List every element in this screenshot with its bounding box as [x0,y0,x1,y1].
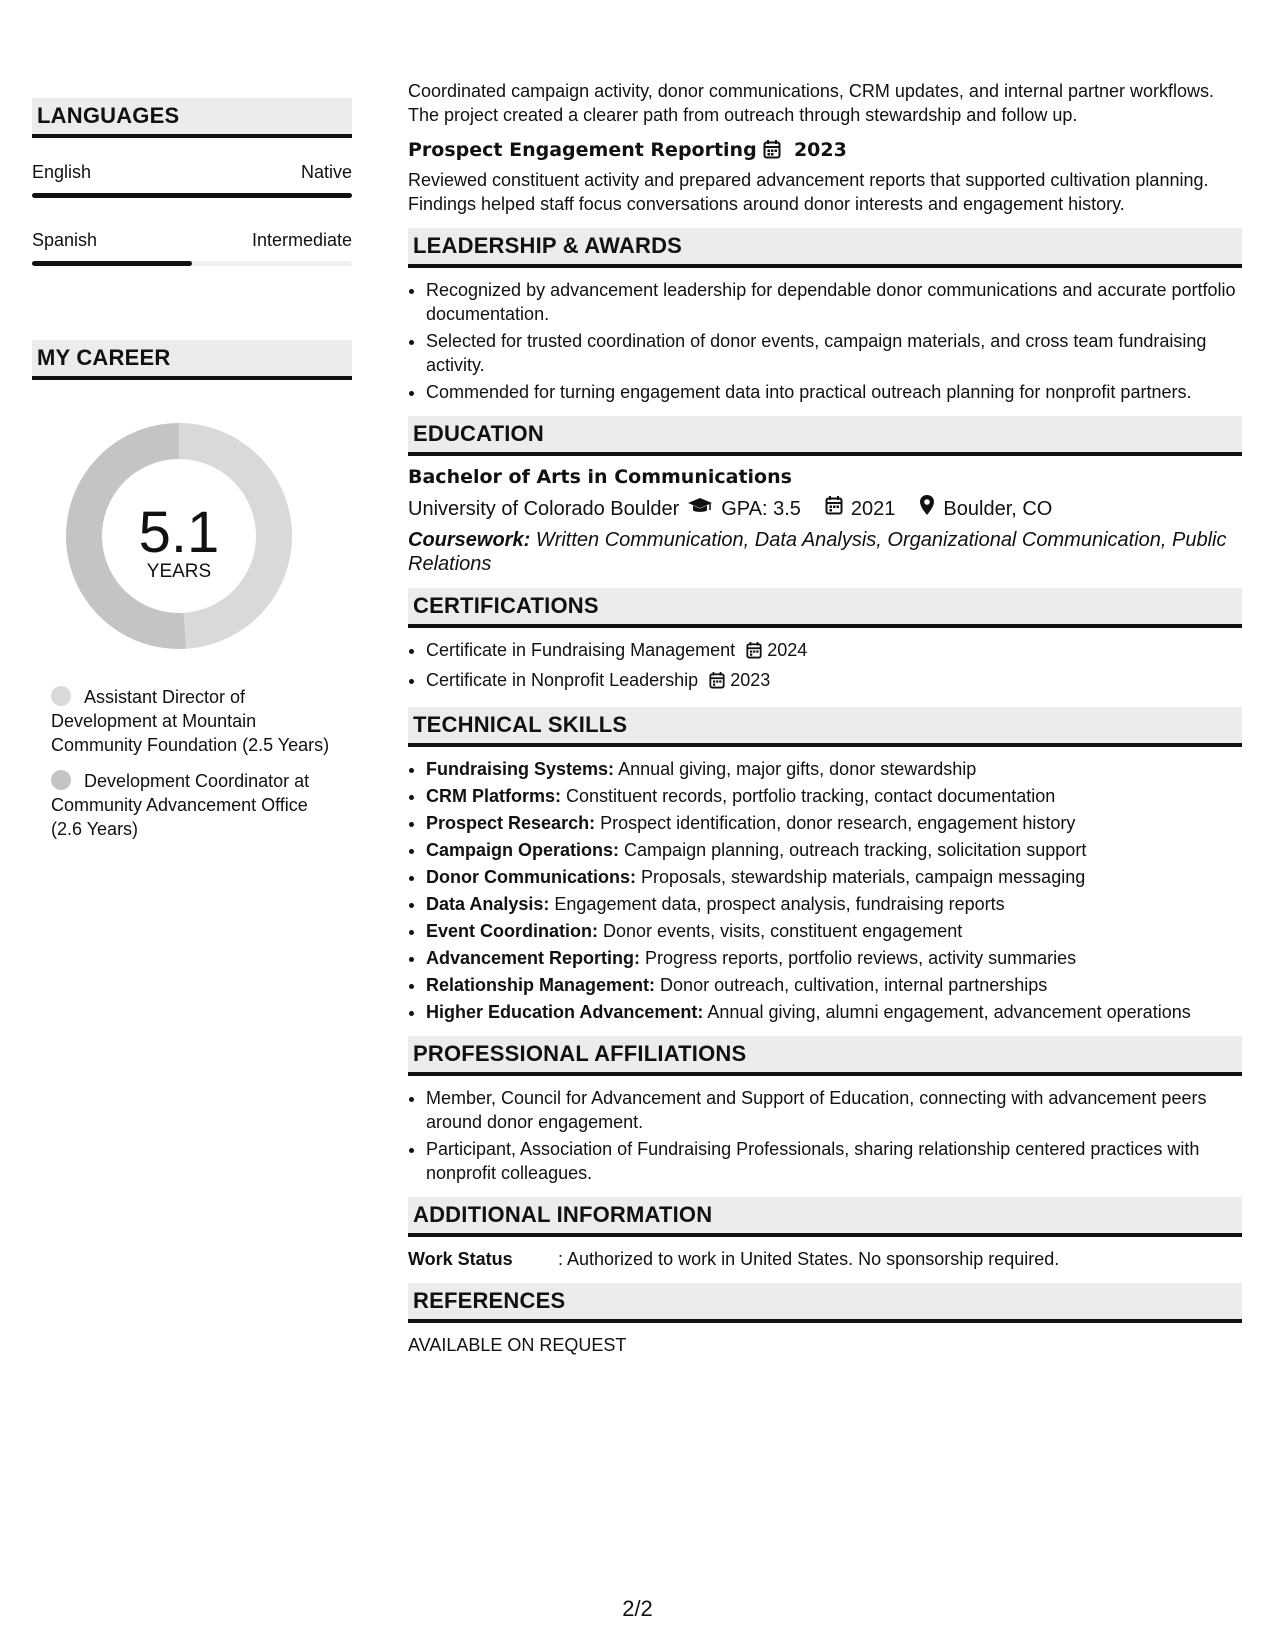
certification-year: 2023 [730,670,771,690]
skill-detail: Annual giving, major gifts, donor stewardship [618,759,977,779]
skill-category: Prospect Research: [426,813,596,833]
certifications-list [408,638,1242,695]
skill-detail: Donor events, visits, constituent engagement [603,921,963,941]
language-name: Spanish [32,230,98,250]
career-role-label: Development Coordinator at Community Advancement Office (2.6 Years) [51,771,310,839]
skill-category: Event Coordination: [426,921,598,941]
map-pin-icon [919,494,935,524]
skill-category: Fundraising Systems: [426,759,615,779]
career-heading: MY CAREER [32,340,352,380]
list-item [426,784,1242,808]
calendar-icon [709,671,725,695]
language-proficiency-fill [32,193,352,198]
list-item [426,811,1242,835]
list-item: • Recognized by advancement leadership for dependable donor communications and accurate portfolio documentation. [426,278,1242,326]
career-total-years: 5.1 [138,500,220,565]
skill-detail: Campaign planning, outreach tracking, solicitation support [624,840,1087,860]
graduation-cap-icon [687,495,713,523]
skill-category: Relationship Management: [426,975,656,995]
degree-title: Bachelor of Arts in Communications [408,466,792,488]
affiliations-list [408,1086,1242,1185]
list-item: • Member, Council for Advancement and Support of Education, connecting with advancement peers around donor engagement. [426,1086,1242,1134]
gpa-value: GPA: 3.5 [721,498,801,520]
project-year: 2023 [793,139,847,161]
education-heading: EDUCATION [408,416,1242,456]
career-legend [32,685,352,841]
leadership-list [408,278,1242,404]
graduation-year: 2021 [850,498,896,520]
legend-dot-icon [51,770,71,790]
list-item [426,919,1242,943]
list-item: • Participant, Association of Fundraising Professionals, sharing relationship centered practices with nonprofit colleagues. [426,1137,1242,1185]
language-level: Native [300,162,352,182]
work-status-label: Work Status [408,1249,513,1269]
career-years-unit: YEARS [146,561,212,582]
list-item [426,757,1242,781]
list-item [426,638,1242,665]
legend-dot-icon [51,686,71,706]
career-donut-chart [66,423,292,649]
list-item: • Commended for turning engagement data into practical outreach planning for nonprofit partners. [426,380,1242,404]
language-proficiency-bar [32,261,352,266]
left-column [32,98,352,853]
list-item: • Selected for trusted coordination of donor events, campaign materials, and cross team fundraising activity. [426,329,1242,377]
skill-detail: Engagement data, prospect analysis, fundraising reports [554,894,1005,914]
additional-info-row [408,1247,1242,1271]
skill-detail: Donor outreach, cultivation, internal partnerships [660,975,1048,995]
calendar-icon [746,641,762,665]
skills-heading: TECHNICAL SKILLS [408,707,1242,747]
skill-category: CRM Platforms: [426,786,562,806]
coursework-text: Written Communication, Data Analysis, Organizational Communication, Public Relations [408,529,1227,575]
list-item [426,1000,1242,1024]
language-item [32,230,352,266]
language-name: English [32,162,92,182]
skill-detail: Constituent records, portfolio tracking, contact documentation [566,786,1056,806]
leadership-heading: LEADERSHIP & AWARDS [408,228,1242,268]
certification-name: Certificate in Fundraising Management [426,640,736,660]
language-proficiency-fill [32,261,192,266]
work-status-value: : Authorized to work in United States. No sponsorship required. [558,1249,1060,1269]
certification-year: 2024 [767,640,808,660]
project-title: Prospect Engagement Reporting [408,139,757,161]
coursework-label: Coursework: [408,529,531,551]
project-intro-text: Coordinated campaign activity, donor communications, CRM updates, and internal partner workflows. The project created a clearer path from outreach through stewardship and follow up. [408,81,1215,125]
skill-detail: Proposals, stewardship materials, campaign messaging [641,867,1086,887]
skill-detail: Prospect identification, donor research, engagement history [600,813,1076,833]
skill-category: Data Analysis: [426,894,550,914]
career-role-label: Assistant Director of Development at Mountain Community Foundation (2.5 Years) [51,687,330,755]
skills-list [408,757,1242,1024]
coursework [408,528,1242,576]
list-item [426,838,1242,862]
list-item [426,946,1242,970]
skill-category: Advancement Reporting: [426,948,641,968]
skill-detail: Annual giving, alumni engagement, advancement operations [707,1002,1191,1022]
right-column [408,79,1242,1357]
references-heading: REFERENCES [408,1283,1242,1323]
affiliations-heading: PROFESSIONAL AFFILIATIONS [408,1036,1242,1076]
skill-category: Donor Communications: [426,867,636,887]
language-item [32,162,352,198]
list-item [426,668,1242,695]
education-meta-row [408,494,1242,524]
project-title-row [408,139,1242,164]
calendar-icon [825,495,843,523]
career-legend-item [51,769,336,841]
skill-category: Campaign Operations: [426,840,620,860]
calendar-icon [763,139,781,164]
project-description: Reviewed constituent activity and prepared advancement reports that supported cultivation planning. Findings helped staff focus conversations around donor interests and engagement history. [408,170,1209,214]
skill-category: Higher Education Advancement: [426,1002,704,1022]
list-item [426,865,1242,889]
references-text: AVAILABLE ON REQUEST [408,1335,627,1355]
skill-detail: Progress reports, portfolio reviews, activity summaries [645,948,1077,968]
list-item [426,892,1242,916]
school-name: University of Colorado Boulder [408,498,680,520]
education-location: Boulder, CO [943,498,1053,520]
additional-info-heading: ADDITIONAL INFORMATION [408,1197,1242,1237]
language-level: Intermediate [251,230,352,250]
certifications-heading: CERTIFICATIONS [408,588,1242,628]
career-legend-item [51,685,336,757]
list-item [426,973,1242,997]
language-proficiency-bar [32,193,352,198]
languages-heading: LANGUAGES [32,98,352,138]
certification-name: Certificate in Nonprofit Leadership [426,670,699,690]
page-number: 2/2 [622,1596,653,1621]
